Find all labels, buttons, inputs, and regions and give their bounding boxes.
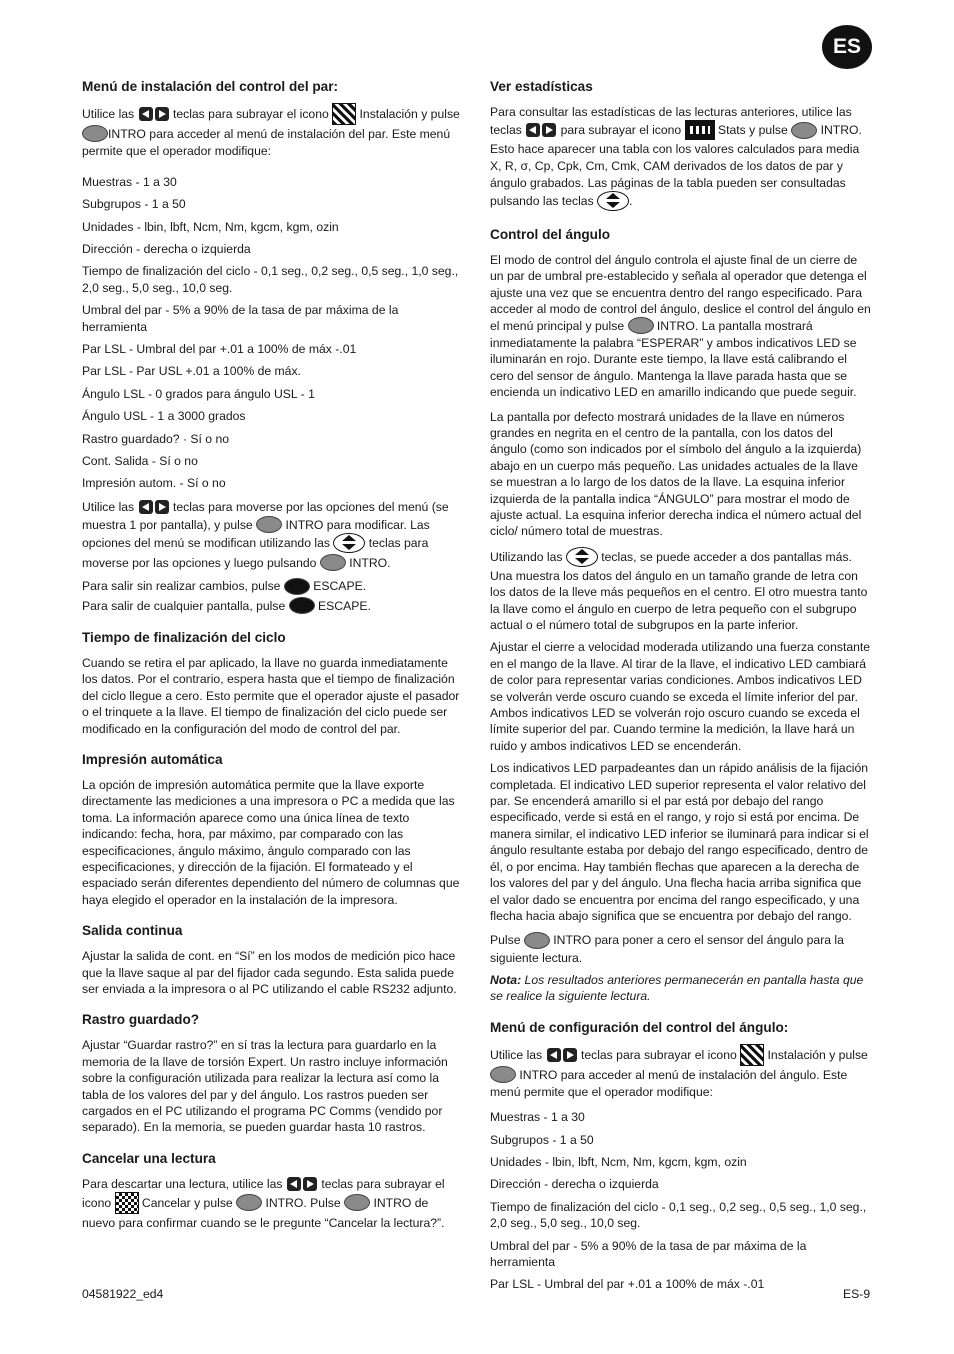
escape-key-icon	[289, 597, 315, 614]
cancel-reading-text: Para descartar una lectura, utilice las teclas para subrayar el icono Cancelar y pulse INTRO. Pulse INTRO de nuevo para confirmar cuando se le pregunte “Cancelar la lectura?”.	[82, 1176, 445, 1230]
exit-any-screen-text: Para salir de cualquier pantalla, pulse ESCAPE.	[82, 598, 371, 613]
list-item: Umbral del par - 5% a 90% de la tasa de par máxima de la herramienta	[82, 303, 399, 334]
right-arrow-key-icon	[563, 1048, 577, 1062]
left-column	[82, 78, 464, 1238]
list-item: Ángulo USL - 1 a 3000 grados	[82, 409, 246, 424]
continuous-output-heading: Salida continua	[82, 923, 183, 939]
enter-key-icon	[490, 1066, 516, 1083]
enter-key-icon	[82, 125, 108, 142]
up-down-key-icon	[333, 533, 365, 553]
right-arrow-key-icon	[155, 500, 169, 514]
right-arrow-key-icon	[303, 1177, 317, 1191]
list-item: Unidades - lbin, lbft, Ncm, Nm, kgcm, kgm, ozin	[82, 219, 339, 234]
angle-setup-intro: Utilice las teclas para subrayar el icono Instalación y pulse INTRO para acceder al menú de instalación del ángulo. Este menú permite que el operador modifique:	[490, 1045, 872, 1101]
default-screen-text: La pantalla por defecto mostrará unidades de la llave en números grandes en negrita en el centro de la pantalla, con los datos del ángulo (como son indicados por el símbolo del ángulo a la izquierda) abajo en un cuerpo más pequeño. Las unidades actuales de la llave se muestran a lo largo de los datos de la llave. La esquina inferior izquierda de la pantalla indica “ÁNGULO” para mostrar el modo de ajuste actual. La esquina inferior derecha indica el número actual del ciclo/ número total de muestras.	[490, 409, 862, 539]
list-item: Par LSL - Umbral del par +.01 a 100% de máx -.01	[490, 1277, 765, 1292]
exit-without-changes-text: Para salir sin realizar cambios, pulse ESCAPE.	[82, 579, 367, 594]
angle-setup-options-list	[490, 1109, 872, 1293]
list-item: Subgrupos - 1 a 50	[82, 197, 186, 212]
list-item: Dirección - derecha o izquierda	[82, 241, 251, 256]
stats-icon	[685, 120, 715, 140]
right-arrow-key-icon	[155, 107, 169, 121]
list-item: Muestras - 1 a 30	[82, 174, 177, 189]
torque-setup-intro: Utilice las teclas para subrayar el icono Instalación y pulse INTRO para acceder al menú de instalación del par. Este menú permite que el operador modifique:	[82, 104, 464, 160]
torque-setup-heading: Menú de instalación del control del par:	[82, 79, 339, 94]
led-analysis-text: Los indicativos LED parpadeantes dan un rápido análisis de la fijación completada. El indicativo LED superior representa el valor relativo del par. Se encenderá amarillo si el par está por debajo del rango especificado, verde si está en el rango, y rojo si está por encima. De manera similar, el indicativo LED inferior se iluminará para indicar si el ángulo resultante estaba por debajo del rango especificado, dentro de él, o por encima. Hay también flechas que aparecen a la derecha de los valores del par y del ángulo. Una flecha hacia arriba significa que el valor dado se encuentra por encima del rango especificado, y una flecha hacia abajo significa que se encuentra por debajo del rango.	[490, 761, 869, 923]
enter-key-icon	[791, 122, 817, 139]
cycle-end-time-text: Cuando se retira el par aplicado, la llave no guarda inmediatamente los datos. Por el contrario, espera hasta que el tiempo de finalización del ciclo llegue a cero. Esto permite que el operador ajuste el pasador o el trinquete a la llave. El tiempo de finalización del ciclo puede ser modificado en la configuración del modo de control del par.	[82, 655, 460, 736]
list-item: Tiempo de finalización del ciclo - 0,1 seg., 0,2 seg., 0,5 seg., 1,0 seg., 2,0 seg., 5,0 seg., 10,0 seg.	[490, 1199, 867, 1231]
left-arrow-key-icon	[287, 1177, 301, 1191]
enter-key-icon	[628, 317, 654, 334]
tightening-text: Ajustar el cierre a velocidad moderada utilizando una fuerza constante en el mango de la llave. Al tirar de la llave, el indicativo LED cambiará de color para representar varias condiciones. Ambos indicativos LED se volverán verde oscuro cuando se exceda el límite inferior del par. Ambos indicativos LED se volverán rojo oscuro cuando se exceda el límite superior del par. Cuando termine la medición, la llave hará un ruido y ambos indicativos LED se encenderán.	[490, 640, 871, 753]
left-arrow-key-icon	[526, 123, 540, 137]
torque-setup-options-list	[82, 174, 464, 492]
save-trace-heading: Rastro guardado?	[82, 1012, 200, 1028]
list-item: Subgrupos - 1 a 50	[490, 1132, 594, 1147]
enter-key-icon	[344, 1194, 370, 1211]
angle-setup-heading: Menú de configuración del control del ángulo:	[490, 1019, 789, 1035]
left-arrow-key-icon	[139, 107, 153, 121]
list-item: Ángulo LSL - 0 grados para ángulo USL - 1	[82, 386, 315, 401]
up-down-key-icon	[597, 191, 629, 211]
list-item: Par LSL - Umbral del par +.01 a 100% de máx -.01	[82, 341, 357, 356]
list-item: Dirección - derecha o izquierda	[490, 1177, 659, 1192]
left-arrow-key-icon	[139, 500, 153, 514]
cancel-icon	[115, 1192, 139, 1214]
list-item: Umbral del par - 5% a 90% de la tasa de par máxima de la herramienta	[490, 1238, 807, 1269]
list-item: Cont. Salida - Sí o no	[82, 453, 198, 468]
view-stats-text: Para consultar las estadísticas de las lecturas anteriores, utilice las teclas para subrayar el icono Stats y pulse INTRO. Esto hace aparecer una tabla con los valores calculados para media X, R, σ, Cp, Cpk, Cm, Cmk, CAM derivados de los datos de par y ángulo grabados. Las páginas de la tabla pueden ser consultadas pulsando las teclas .	[490, 104, 872, 212]
zero-sensor-text: Pulse INTRO para poner a cero el sensor del ángulo para la siguiente lectura.	[490, 933, 844, 965]
left-arrow-key-icon	[547, 1048, 561, 1062]
additional-screens-text: Utilizando las teclas, se puede acceder a dos pantallas más. Una muestra los datos del ángulo en un tamaño grande de letra con los datos de la lleve más pequeños en el centro. El otro muestra tanto la llave como el ángulo en cuerpo de letra pequeño con el subgrupo actual o el número total de subgrupos en la parte inferior.	[490, 548, 872, 634]
enter-key-icon	[236, 1194, 262, 1211]
continuous-output-text: Ajustar la salida de cont. en “Sí” en los modos de medición pico hace que la llave saque al par del fijador cada segundo. Esta salida puede ser enviada a la impresora o al PC utilizando el cable RS232 adjunto.	[82, 949, 457, 996]
list-item: Par LSL - Par USL +.01 a 100% de máx.	[82, 364, 301, 379]
right-arrow-key-icon	[542, 123, 556, 137]
angle-control-text: El modo de control del ángulo controla el ajuste final de un cierre de un par de umbral pre-establecido y señala al operador que detenga el ajuste una vez que se encuentra dentro del rango especificado. Para acceder al modo de control del ángulo, deslice el control del ángulo en el menú principal y pulse INTRO. La pantalla mostrará inmediatamente la palabra “ESPERAR” y ambos indicativos LED se iluminarán en rojo. Durante este tiempo, la llave está calibrando el cero del sensor de ángulo. Mantenga la llave parada hasta que se encienda un indicativo LED en amarillo indicando que puede seguir.	[490, 253, 871, 400]
list-item: Muestras - 1 a 30	[490, 1110, 585, 1125]
menu-navigation-text: Utilice las teclas para moverse por las opciones del menú (se muestra 1 por pantalla), y pulse INTRO para modificar. Las opciones del menú se modifican utilizando las teclas para moverse por las opciones y luego pulsando INTRO.	[82, 499, 449, 571]
document-code: 04581922_ed4	[82, 1287, 164, 1301]
angle-control-heading: Control del ángulo	[490, 227, 611, 242]
right-column	[490, 78, 872, 1299]
enter-key-icon	[320, 554, 346, 571]
cancel-reading-heading: Cancelar una lectura	[82, 1150, 216, 1166]
language-badge: ES	[822, 25, 872, 69]
view-stats-heading: Ver estadísticas	[490, 79, 593, 94]
note-text: Los resultados anteriores permanecerán en pantalla hasta que se realice la siguiente lectura.	[490, 973, 864, 1004]
note-label: Nota:	[490, 973, 522, 987]
setup-icon	[332, 103, 356, 125]
auto-print-heading: Impresión automática	[82, 751, 223, 767]
auto-print-text: La opción de impresión automática permite que la llave exporte directamente las mediciones a una impresora o PC a medida que las toma. La información aparece como una única línea de texto indicando: fecha, hora, par máximo, par comparado con las especificaciones, ángulo máximo, ángulo comparado con las especificaciones, y dirección de la fijación. El formateado y el espaciado serán diferentes dependiento del número de columnas que haya elegido el operador en la instalación de la impresora.	[82, 777, 460, 907]
list-item: Impresión autom. - Sí o no	[82, 476, 226, 491]
list-item: Rastro guardado? · Sí o no	[82, 431, 230, 446]
escape-key-icon	[284, 578, 310, 595]
enter-key-icon	[256, 516, 282, 533]
list-item: Tiempo de finalización del ciclo - 0,1 seg., 0,2 seg., 0,5 seg., 1,0 seg., 2,0 seg., 5,0 seg., 10,0 seg.	[82, 264, 459, 295]
cycle-end-time-heading: Tiempo de finalización del ciclo	[82, 629, 286, 645]
list-item: Unidades - lbin, lbft, Ncm, Nm, kgcm, kgm, ozin	[490, 1154, 747, 1169]
page-number: ES-9	[843, 1287, 871, 1301]
save-trace-text: Ajustar “Guardar rastro?” en sí tras la lectura para guardarlo en la memoria de la llave de torsión Expert. Un rastro incluye información sobre la configuración utilizada para realizar la lectura así como la tabla de los valores del par y del ángulo. Los rastros pueden ser cargados en el PC utilizando el programa PC Comms (vendido por separado). En la memoria, se pueden guardar hasta 10 rastros.	[82, 1038, 448, 1135]
up-down-key-icon	[566, 547, 598, 567]
note	[490, 972, 872, 1005]
setup-icon	[740, 1044, 764, 1066]
enter-key-icon	[524, 932, 550, 949]
